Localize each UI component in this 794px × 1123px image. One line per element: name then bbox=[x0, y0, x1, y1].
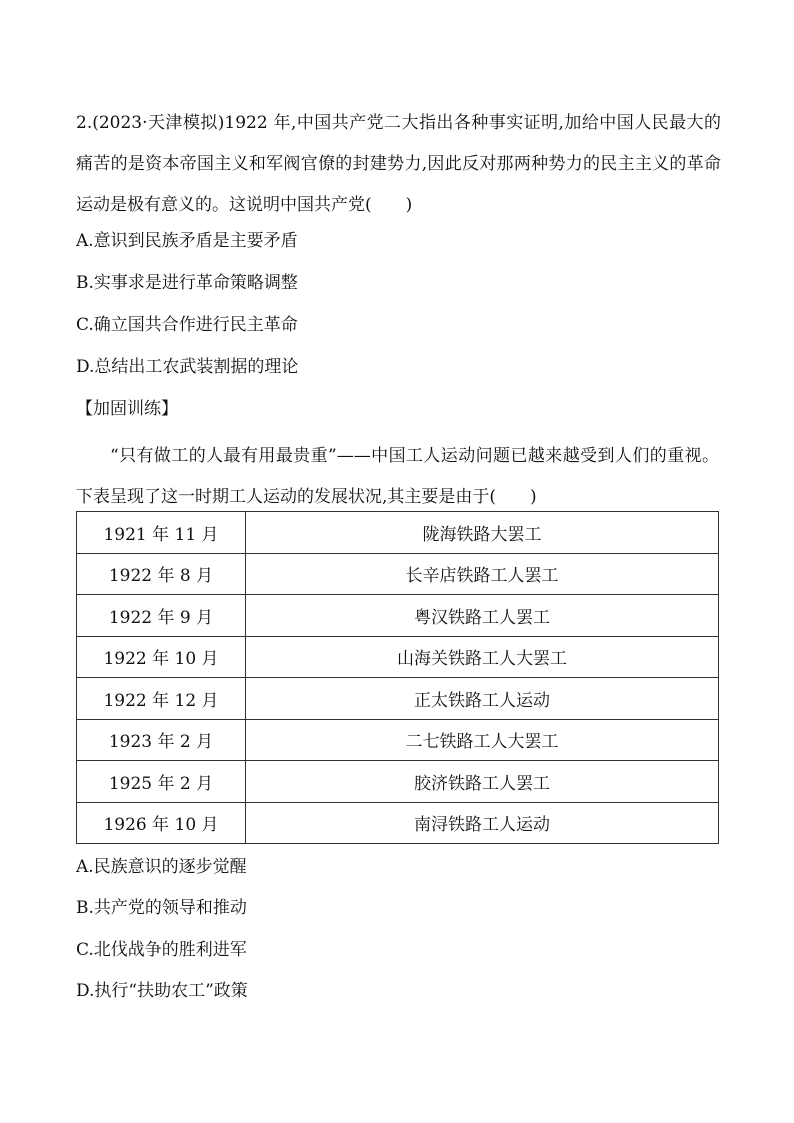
table-cell-event: 山海关铁路工人大罢工 bbox=[246, 636, 719, 678]
table-cell-date: 1923 年 2 月 bbox=[77, 719, 246, 761]
question-1-option-b: B.实事求是进行革命策略调整 bbox=[76, 273, 298, 293]
question-1-option-a: A.意识到民族矛盾是主要矛盾 bbox=[76, 231, 298, 251]
question-2-option-c: C.北伐战争的胜利进军 bbox=[76, 940, 247, 960]
section-title: 【加固训练】 bbox=[76, 399, 178, 419]
table-row bbox=[77, 512, 719, 554]
table-cell-event: 粤汉铁路工人罢工 bbox=[246, 595, 719, 637]
table-cell-date: 1925 年 2 月 bbox=[77, 761, 246, 803]
table-row bbox=[77, 802, 719, 844]
question-1-option-d: D.总结出工农武装割据的理论 bbox=[76, 357, 299, 377]
table-cell-date: 1926 年 10 月 bbox=[77, 802, 246, 844]
table-row bbox=[77, 678, 719, 720]
table-cell-event: 正太铁路工人运动 bbox=[246, 678, 719, 720]
table-row bbox=[77, 553, 719, 595]
table-cell-event: 二七铁路工人大罢工 bbox=[246, 719, 719, 761]
table-cell-date: 1922 年 8 月 bbox=[77, 553, 246, 595]
table-cell-date: 1922 年 9 月 bbox=[77, 595, 246, 637]
table-cell-event: 胶济铁路工人罢工 bbox=[246, 761, 719, 803]
question-1-stem: 2.(2023·天津模拟)1922 年,中国共产党二大指出各种事实证明,加给中国人民最大的痛苦的是资本帝国主义和军阀官僚的封建势力,因此反对那两种势力的民主主义的革命运动是极有意义的。这说明中国共产党( ) bbox=[76, 113, 721, 215]
question-2-option-a: A.民族意识的逐步觉醒 bbox=[76, 857, 247, 877]
question-2-option-d: D.执行“扶助农工”政策 bbox=[76, 981, 248, 1001]
table-cell-event: 南浔铁路工人运动 bbox=[246, 802, 719, 844]
table-row bbox=[77, 719, 719, 761]
question-2-option-b: B.共产党的领导和推动 bbox=[76, 898, 247, 918]
question-2-stem: “只有做工的人最有用最贵重”——中国工人运动问题已越来越受到人们的重视。下表呈现了这一时期工人运动的发展状况,其主要是由于( ) bbox=[76, 446, 719, 507]
table-cell-date: 1922 年 12 月 bbox=[77, 678, 246, 720]
table-cell-event: 陇海铁路大罢工 bbox=[246, 512, 719, 554]
table-row bbox=[77, 761, 719, 803]
table-cell-event: 长辛店铁路工人罢工 bbox=[246, 553, 719, 595]
table-row bbox=[77, 595, 719, 637]
table-cell-date: 1921 年 11 月 bbox=[77, 512, 246, 554]
labor-movement-table bbox=[76, 511, 719, 844]
question-1-option-c: C.确立国共合作进行民主革命 bbox=[76, 315, 298, 335]
table-cell-date: 1922 年 10 月 bbox=[77, 636, 246, 678]
table-row bbox=[77, 636, 719, 678]
